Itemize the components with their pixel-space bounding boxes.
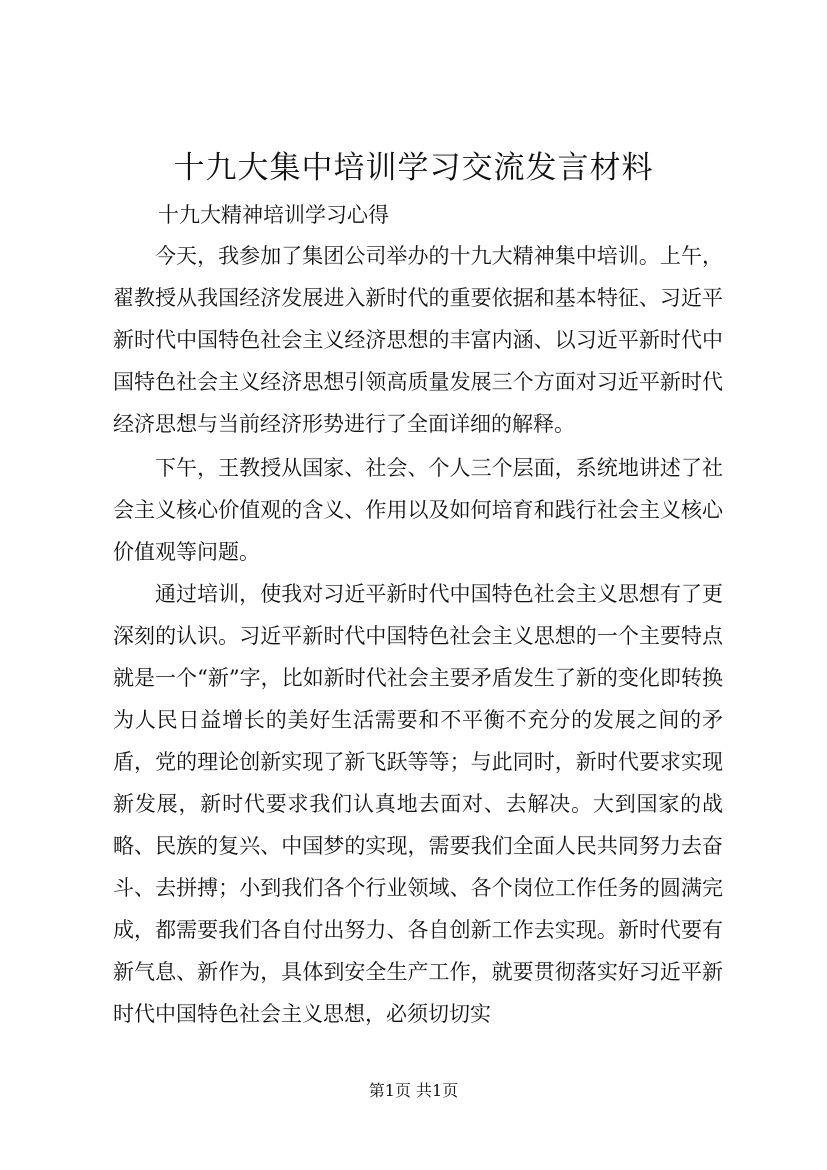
paragraph-2: 下午，王教授从国家、社会、个人三个层面，系统地讲述了社会主义核心价值观的含义、作用以及如何培育和践行社会主义核心价值观等问题。	[113, 456, 723, 564]
page-footer: 第1页 共1页	[368, 1081, 459, 1100]
document-subtitle: 十九大精神培训学习心得	[158, 203, 389, 227]
document-title: 十九大集中培训学习交流发言材料	[173, 150, 654, 186]
paragraph-3: 通过培训，使我对习近平新时代中国特色社会主义思想有了更深刻的认识。习近平新时代中国特色社会主义思想的一个主要特点就是一个“新”字，比如新时代社会主要矛盾发生了新的变化即转换为人民日益增长的美好生活需要和不平衡不充分的发展之间的矛盾，党的理论创新实现了新飞跃等等；与此同时，新时代要求实现新发展，新时代要求我们认真地去面对、去解决。大到国家的战略、民族的复兴、中国梦的实现，需要我们全面人民共同努力去奋斗、去拼搏；小到我们各个行业领域、各个岗位工作任务的圆满完成，都需要我们各自付出努力、各自创新工作去实现。新时代要有新气息、新作为，具体到安全生产工作，就要贯彻落实好习近平新时代中国特色社会主义思想，必须切切实	[113, 582, 723, 1026]
paragraph-1: 今天，我参加了集团公司举办的十九大精神集中培训。上午，翟教授从我国经济发展进入新时代的重要依据和基本特征、习近平新时代中国特色社会主义经济思想的丰富内涵、以习近平新时代中国特色社会主义经济思想引领高质量发展三个方面对习近平新时代经济思想与当前经济形势进行了全面详细的解释。	[113, 244, 723, 436]
